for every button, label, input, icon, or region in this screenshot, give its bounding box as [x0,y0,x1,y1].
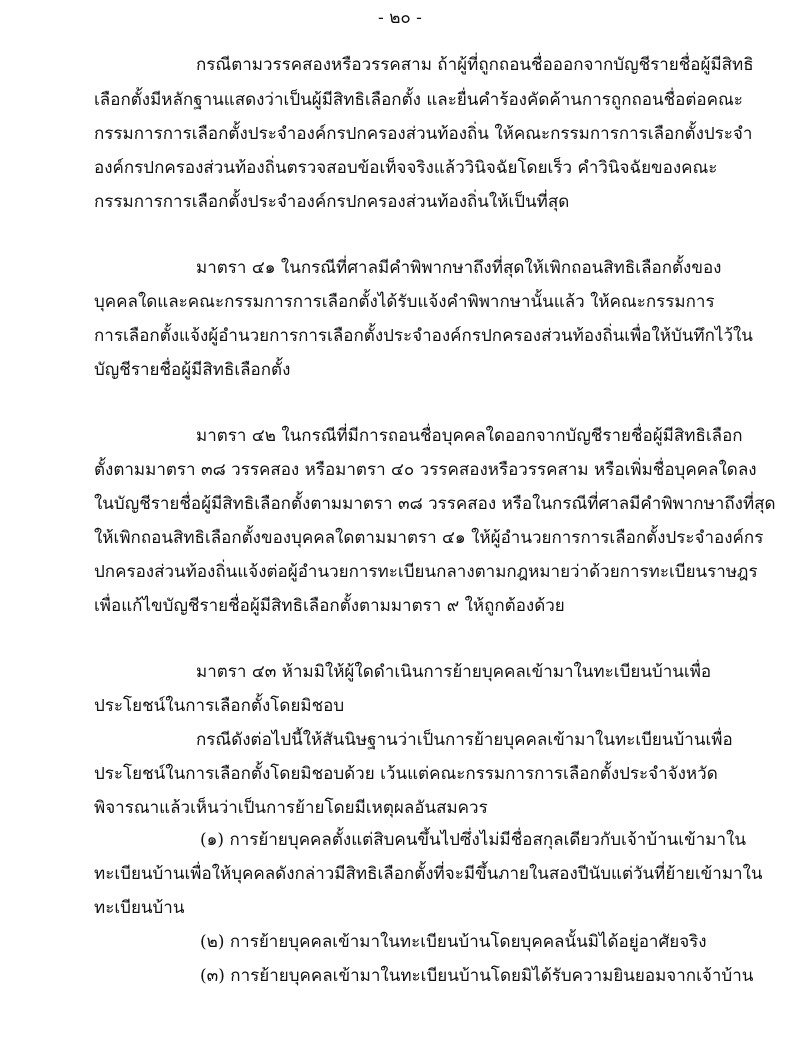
text-line: มาตรา ๔๓ ห้ามมิให้ผู้ใดดำเนินการย้ายบุคคลเข้ามาในทะเบียนบ้านเพื่อ [196,662,712,682]
text-line: กรณีดังต่อไปนี้ให้สันนิษฐานว่าเป็นการย้ายบุคคลเข้ามาในทะเบียนบ้านเพื่อ [196,730,733,750]
page-number: - ๒๐ - [378,8,422,28]
text-line: การเลือกตั้งแจ้งผู้อำนวยการการเลือกตั้งประจำองค์กรปกครองส่วนท้องถิ่นเพื่อให้บันทึกไว้ใน [94,326,753,346]
text-line: เพื่อแก้ไขบัญชีรายชื่อผู้มีสิทธิเลือกตั้งตามมาตรา ๙ ให้ถูกต้องด้วย [94,596,565,616]
text-line: ตั้งตามมาตรา ๓๘ วรรคสอง หรือมาตรา ๔๐ วรรคสองหรือวรรคสาม หรือเพิ่มชื่อบุคคลใดลง [94,460,757,480]
text-line: ประโยชน์ในการเลือกตั้งโดยมิชอบ [94,696,345,716]
text-line: กรณีตามวรรคสองหรือวรรคสาม ถ้าผู้ที่ถูกถอนชื่อออกจากบัญชีรายชื่อผู้มีสิทธิ [196,55,754,75]
text-line: พิจารณาแล้วเห็นว่าเป็นการย้ายโดยมีเหตุผลอันสมควร [94,798,488,818]
text-line: องค์กรปกครองส่วนท้องถิ่นตรวจสอบข้อเท็จจริงแล้ววินิจฉัยโดยเร็ว คำวินิจฉัยของคณะ [94,158,718,178]
text-line: ประโยชน์ในการเลือกตั้งโดยมิชอบด้วย เว้นแต่คณะกรรมการการเลือกตั้งประจำจังหวัด [94,764,718,784]
text-line: (๓) การย้ายบุคคลเข้ามาในทะเบียนบ้านโดยมิได้รับความยินยอมจากเจ้าบ้าน [200,966,754,986]
text-line: ให้เพิกถอนสิทธิเลือกตั้งของบุคคลใดตามมาตรา ๔๑ ให้ผู้อำนวยการการเลือกตั้งประจำองค์กร [94,528,764,548]
text-line: ในบัญชีรายชื่อผู้มีสิทธิเลือกตั้งตามมาตรา ๓๘ วรรคสอง หรือในกรณีที่ศาลมีคำพิพากษาถึงที่สุด [94,494,776,514]
text-line: ปกครองส่วนท้องถิ่นแจ้งต่อผู้อำนวยการทะเบียนกลางตามกฎหมายว่าด้วยการทะเบียนราษฎร [94,562,758,582]
text-line: (๑) การย้ายบุคคลตั้งแต่สิบคนขึ้นไปซึ่งไม่มีชื่อสกุลเดียวกับเจ้าบ้านเข้ามาใน [200,830,746,850]
text-line: ทะเบียนบ้านเพื่อให้บุคคลดังกล่าวมีสิทธิเลือกตั้งที่จะมีขึ้นภายในสองปีนับแต่วันที่ย้ายเข้ามาใน [94,864,763,884]
text-line: เลือกตั้งมีหลักฐานแสดงว่าเป็นผู้มีสิทธิเลือกตั้ง และยื่นคำร้องคัดค้านการถูกถอนชื่อต่อคณะ [94,90,743,110]
text-line: บุคคลใดและคณะกรรมการการเลือกตั้งได้รับแจ้งคำพิพากษานั้นแล้ว ให้คณะกรรมการ [94,292,715,312]
text-line: กรรมการการเลือกตั้งประจำองค์กรปกครองส่วนท้องถิ่นให้เป็นที่สุด [94,192,570,212]
text-line: มาตรา ๔๒ ในกรณีที่มีการถอนชื่อบุคคลใดออกจากบัญชีรายชื่อผู้มีสิทธิเลือก [196,426,743,446]
text-line: บัญชีรายชื่อผู้มีสิทธิเลือกตั้ง [94,360,291,380]
text-line: มาตรา ๔๑ ในกรณีที่ศาลมีคำพิพากษาถึงที่สุดให้เพิกถอนสิทธิเลือกตั้งของ [196,258,722,278]
text-line: (๒) การย้ายบุคคลเข้ามาในทะเบียนบ้านโดยบุคคลนั้นมิได้อยู่อาศัยจริง [200,932,707,952]
text-line: กรรมการการเลือกตั้งประจำองค์กรปกครองส่วนท้องถิ่น ให้คณะกรรมการการเลือกตั้งประจำ [94,124,753,144]
text-line: ทะเบียนบ้าน [94,898,185,918]
